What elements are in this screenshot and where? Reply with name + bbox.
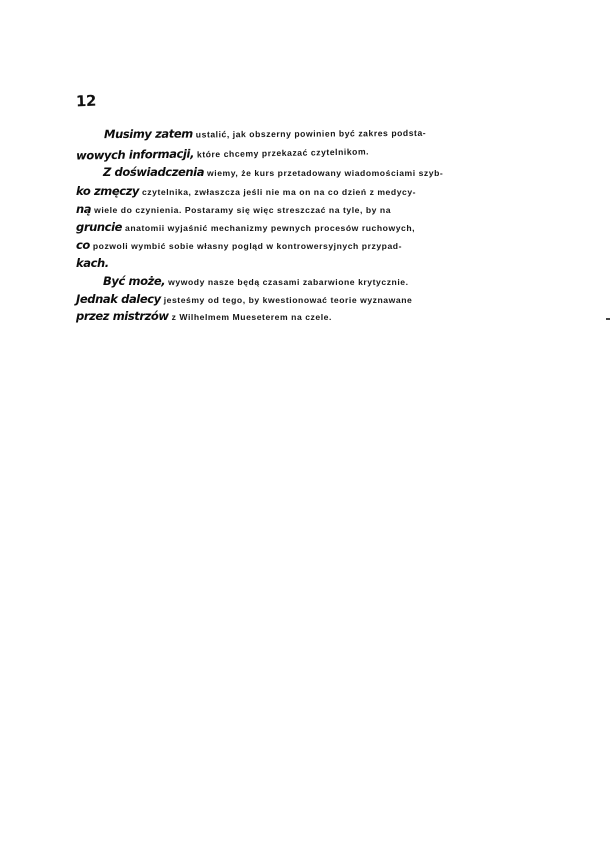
handwritten-phrase: co	[76, 238, 90, 252]
handwritten-phrase: gruncie	[76, 220, 123, 234]
handwritten-phrase: Musimy zatem	[103, 126, 193, 142]
handwritten-phrase: ko zmęczy	[76, 184, 140, 198]
scan-mark	[606, 318, 610, 320]
handwritten-phrase: Być może,	[103, 274, 166, 288]
typed-text: anatomii wyjaśnić mechanizmy pewnych procesów ruchowych,	[122, 223, 416, 233]
text-line-7	[76, 238, 402, 252]
text-line-1	[104, 125, 426, 141]
typed-text: wiele do czynienia. Postaramy się więc streszczać na tyle, by na	[91, 205, 392, 215]
text-line-9	[103, 274, 409, 288]
handwritten-phrase: Z doświadczenia	[103, 165, 205, 179]
typed-text: z Wilhelmem Mueseterem na czele.	[168, 312, 332, 322]
handwritten-phrase: kach.	[76, 256, 109, 270]
page-number: 12	[75, 91, 97, 111]
handwritten-phrase: Jednak dalecy	[76, 292, 161, 306]
typed-text: jesteśmy od tego, by kwestionować teorie wyznawane	[160, 295, 413, 305]
handwritten-phrase: przez mistrzów	[76, 309, 169, 323]
typed-text: pozwoli wymbić sobie własny pogląd w kontrowersyjnych przypad-	[89, 241, 403, 251]
text-line-4	[76, 184, 416, 198]
handwritten-phrase: wowych informacji,	[75, 146, 195, 163]
typed-text: wiemy, że kurs przetadowany wiadomościami szyb-	[204, 168, 444, 178]
handwritten-phrase: ną	[76, 202, 92, 216]
typed-text: wywody nasze będą czasami zabarwione krytycznie.	[165, 277, 409, 287]
text-line-10	[76, 292, 412, 306]
text-line-11	[76, 309, 332, 323]
text-line-2	[76, 143, 369, 162]
text-line-6	[76, 220, 415, 234]
typed-text: ustalić, jak obszerny powinien być zakres podsta-	[192, 127, 427, 140]
typed-text: czytelnika, zwłaszcza jeśli nie ma on na co dzień z medycy-	[139, 187, 417, 197]
text-line-5	[76, 202, 391, 216]
text-line-3	[103, 165, 443, 179]
text-line-8	[76, 256, 109, 270]
typed-text: które chcemy przekazać czytelnikom.	[193, 146, 370, 160]
